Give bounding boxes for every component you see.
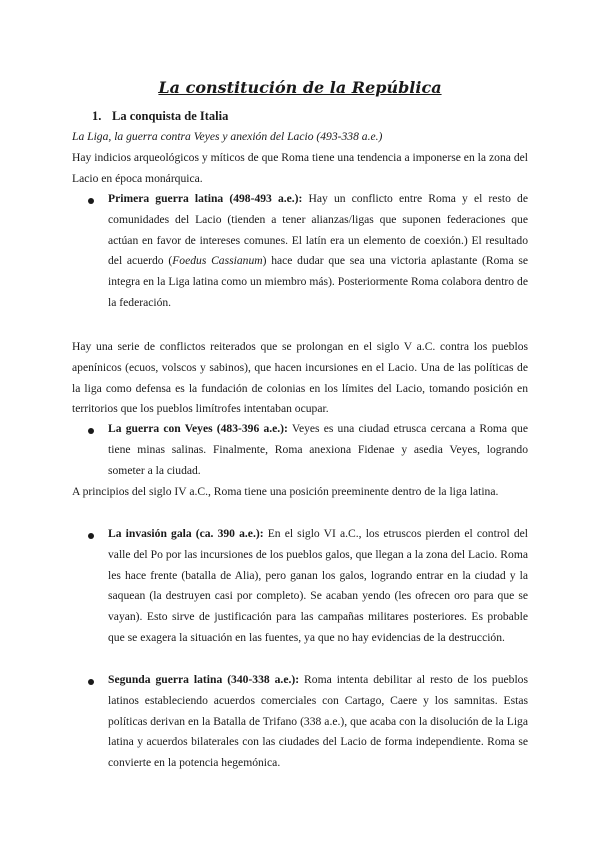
fourth-century-paragraph: A principios del siglo IV a.C., Roma tiene una posición preeminente dentro de la liga latina. (72, 485, 499, 498)
bullet-text: En el siglo VI a.C., los etruscos pierden el control del valle del Po por las incursiones de los pueblos galos, que llegan a la zona del Lacio. Roma les hace frente (batalla de Alia), pero ganan los galos, logrando entrar en la ciudad y la saquean (la destruyen casi por completo). Se acaban yendo (les ofrecen oro para que se vayan). Esto sirve de justificación para las campañas militares posteriores. Es probable que se exagera la situación en las fuentes, ya que no hay evidencias de la destrucción. (108, 527, 528, 644)
conflicts-paragraph: Hay una serie de conflictos reiterados que se prolongan en el siglo V a.C. contra los pueblos apenínicos (ecuos, volscos y sabinos), que hacen incursiones en el Lacio. Una de las políticas de la liga como defensa es la fundación de colonias en los límites del Lacio, tomando posición en territorios que los pueblos limítrofes intentaban ocupar. (72, 340, 528, 416)
section-heading-text: La conquista de Italia (112, 109, 229, 123)
section-subtitle: La Liga, la guerra contra Veyes y anexión del Lacio (493-338 a.e.) (72, 130, 383, 143)
bullet-segunda-guerra-latina (108, 670, 528, 774)
bullet-dot (88, 533, 94, 539)
bullet-text: Hay un conflicto entre Roma y el resto de comunidades del Lacio (tienden a tener alianzas/ligas que suponen federaciones que actúan en favor de intereses comunes. El latín era un elemento de coexión.) El resultado del acuerdo ( (108, 192, 529, 268)
bullet-text: Roma intenta debilitar al resto de los pueblos latinos estableciendo acuerdos comerciales con Cartago, Caere y los samnitas. Estas políticas derivan en la Batalla de Trifano (338 a.e.), que acaba con la disolución de la Liga latina y acuerdos bilaterales con las ciudades del Lacio de forma independiente. Roma se convierte en la potencia hegemónica. (108, 673, 528, 770)
section-heading (92, 106, 528, 127)
bullet-label: La guerra con Veyes (483-396 a.e.): (108, 422, 288, 435)
bullet-dot (88, 428, 94, 434)
bullet-label: Segunda guerra latina (340-338 a.e.): (108, 673, 300, 686)
foedus-term: Foedus Cassianum (172, 254, 263, 268)
bullet-dot (88, 679, 94, 685)
bullet-text: ) hace dudar que sea una victoria aplastante (Roma se integra en la Liga latina como un miembro más). Posteriormente Roma colabora dentro de la federación. (108, 254, 528, 309)
intro-paragraph: Hay indicios arqueológicos y míticos de que Roma tiene una tendencia a imponerse en la zona del Lacio en época monárquica. (72, 151, 528, 185)
document-title: La constitución de la República (158, 78, 442, 97)
bullet-dot (88, 198, 94, 204)
bullet-primera-guerra-latina (108, 189, 528, 314)
bullet-label: Primera guerra latina (498-493 a.e.): (108, 192, 303, 205)
bullet-invasion-gala (108, 524, 528, 649)
bullet-guerra-veyes (108, 419, 528, 481)
section-number: 1. (92, 109, 102, 123)
bullet-label: La invasión gala (ca. 390 a.e.): (108, 527, 264, 540)
bullet-text: Veyes es una ciudad etrusca cercana a Roma que tiene minas salinas. Finalmente, Roma anexiona Fidenae y asedia Veyes, logrando someter a la ciudad. (108, 422, 528, 477)
